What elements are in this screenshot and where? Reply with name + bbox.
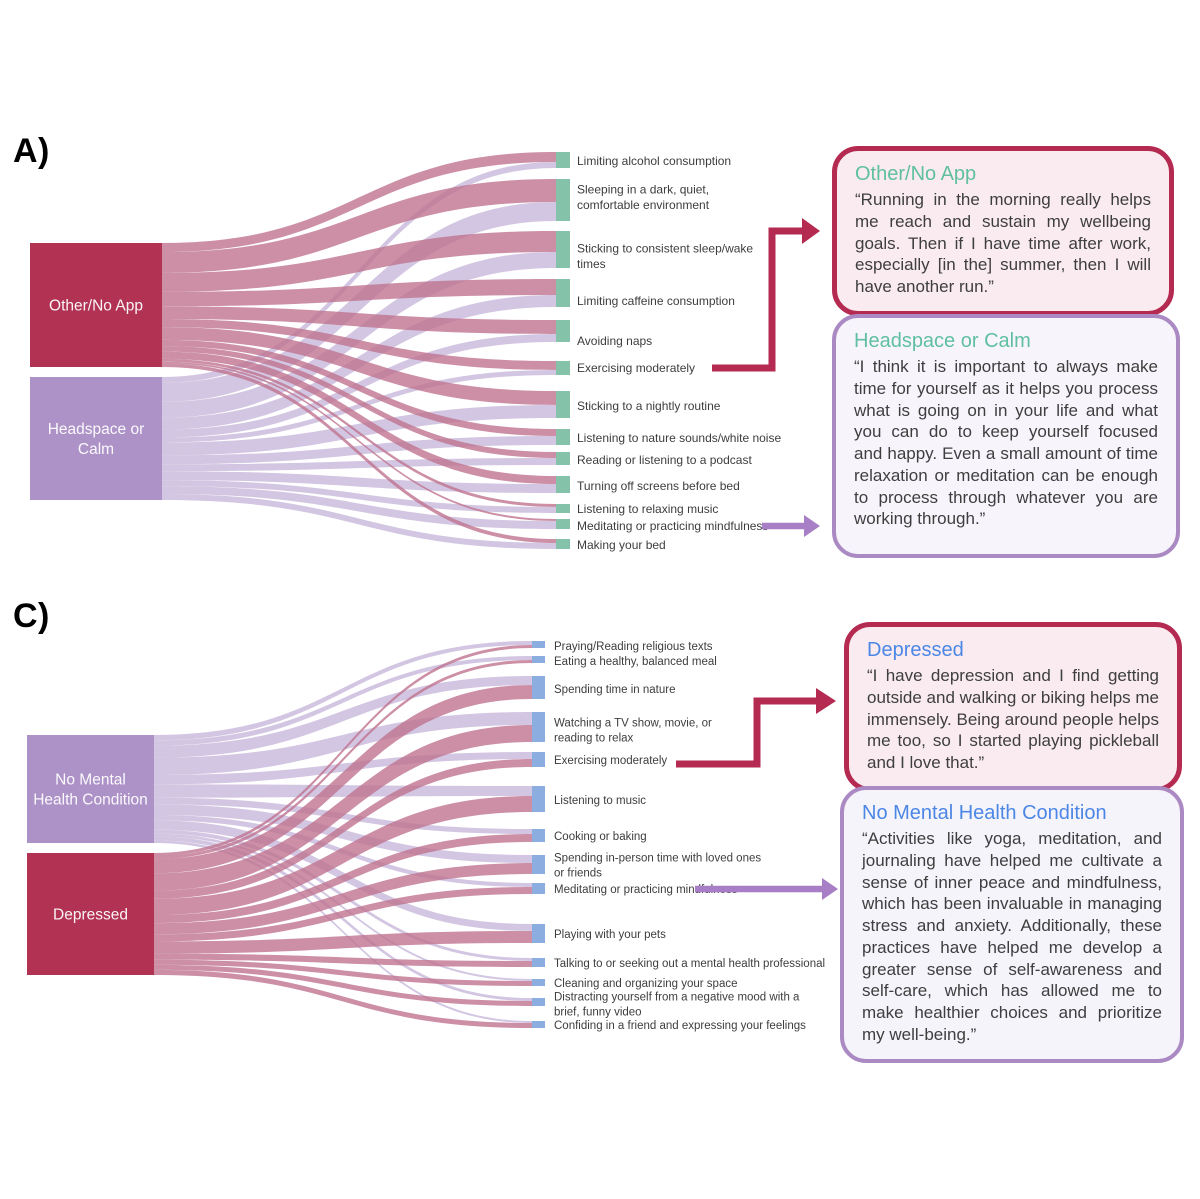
sankey-target-node	[532, 998, 545, 1006]
sankey-target-label: Listening to nature sounds/white noise	[577, 431, 782, 446]
sankey-target-label: Reading or listening to a podcast	[577, 453, 752, 468]
sankey-target-label: Listening to relaxing music	[577, 502, 719, 517]
sankey-target-node	[532, 786, 545, 812]
sankey-target-label: Spending in-person time with loved ones or friends	[554, 852, 762, 880]
quote-box-title: Other/No App	[855, 163, 977, 185]
sankey-target-node	[532, 924, 545, 943]
quote-box-text: “Running in the morning really helps me reach and sustain my wellbeing goals. Then if I have time after work, especially [in the] summer, then I will have another run.”	[855, 190, 1151, 296]
sankey-target-label: Meditating or practicing mindfulness	[554, 884, 738, 897]
sankey-source-label: No Mental Health Condition	[33, 771, 148, 809]
panel-label-c: C)	[13, 597, 50, 635]
sankey-target-label: Sticking to consistent sleep/wake times	[577, 241, 754, 271]
sankey-target-label: Turning off screens before bed	[577, 479, 740, 494]
sankey-target-label: Exercising moderately	[554, 755, 668, 768]
sankey-target-node	[532, 676, 545, 699]
sankey-target-label: Limiting caffeine consumption	[577, 294, 735, 309]
sankey-target-node	[556, 279, 570, 307]
sankey-flow	[154, 784, 532, 797]
sankey-target-node	[556, 476, 570, 493]
quote-box-title: No Mental Health Condition	[862, 802, 1107, 824]
sankey-source-label: Headspace or Calm	[47, 420, 145, 458]
sankey-target-label: Limiting alcohol consumption	[577, 154, 732, 169]
sankey-target-node	[532, 958, 545, 967]
arrow-exercising-a-head	[802, 218, 820, 244]
sankey-target-node	[556, 179, 570, 221]
quote-box-other-no-app	[832, 146, 1174, 316]
quote-box-depressed	[844, 622, 1182, 792]
arrow-meditating-a-head	[804, 515, 820, 537]
panel-label-a: A)	[13, 132, 50, 170]
sankey-target-node	[556, 519, 570, 529]
quote-box-title: Headspace or Calm	[854, 330, 1031, 352]
sankey-target-node	[556, 231, 570, 268]
quote-box-no-mental-health-condition	[840, 786, 1184, 1063]
sankey-target-label: Exercising moderately	[577, 361, 696, 376]
sankey-target-node	[532, 641, 545, 648]
sankey-target-label: Talking to or seeking out a mental health professional	[554, 958, 826, 971]
sankey-target-node	[556, 361, 570, 375]
quote-box-headspace-or-calm	[832, 314, 1180, 558]
sankey-target-node	[532, 1021, 545, 1028]
sankey-target-label: Cooking or baking	[554, 831, 647, 844]
sankey-target-node	[556, 452, 570, 465]
arrow-exercising-c	[676, 701, 818, 764]
sankey-target-label: Playing with your pets	[554, 929, 666, 942]
sankey-flow	[154, 970, 532, 1028]
sankey-target-label: Cleaning and organizing your space	[554, 978, 738, 991]
sankey-target-node	[556, 320, 570, 342]
sankey-target-label: Distracting yourself from a negative mood with a brief, funny video	[554, 991, 800, 1019]
sankey-target-label: Eating a healthy, balanced meal	[554, 656, 717, 669]
sankey-source-node	[27, 735, 154, 843]
sankey-target-node	[532, 979, 545, 986]
sankey-target-label: Meditating or practicing mindfulness	[577, 519, 769, 534]
sankey-target-node	[532, 712, 545, 742]
sankey-target-label: Watching a TV show, movie, or reading to relax	[554, 717, 712, 745]
sankey-target-node	[532, 656, 545, 663]
quote-box-text: “Activities like yoga, meditation, and journaling have helped me cultivate a sense of inner peace and mindfulness, which has been invaluable in managing stress and anxiety. Additionally, these practices have helped me develop a greater sense of self-awareness and self-care, which has allowed me to make healthier choices and prioritize my well-being.”	[862, 829, 1162, 1044]
sankey-target-node	[556, 391, 570, 418]
sankey-target-node	[556, 504, 570, 513]
sankey-target-node	[532, 752, 545, 767]
sankey-source-label: Other/No App	[49, 297, 143, 315]
arrow-meditating-c-head	[822, 878, 838, 900]
sankey-target-label: Sleeping in a dark, quiet, comfortable environment	[577, 182, 710, 212]
sankey-target-label: Praying/Reading religious texts	[554, 641, 713, 654]
sankey-target-label: Spending time in nature	[554, 684, 676, 697]
sankey-source-node	[30, 377, 162, 500]
sankey-source-label: Depressed	[53, 906, 128, 924]
quote-box-text: “I think it is important to always make time for yourself as it helps you process what is going on in your life and what you can do to keep yourself focused and happy. Even a small amount of time relaxation or meditation can be enough to process through whatever you are working through.”	[854, 357, 1158, 529]
sankey-target-node	[532, 855, 545, 874]
sankey-target-label: Listening to music	[554, 795, 647, 808]
sankey-target-label: Making your bed	[577, 538, 666, 553]
sankey-target-node	[556, 429, 570, 445]
sankey-target-node	[556, 152, 570, 168]
sankey-target-node	[532, 883, 545, 894]
quote-box-text: “I have depression and I find getting outside and walking or biking helps me immensely. Being around people helps me too, so I started playing pickleball and I love that.”	[867, 666, 1160, 772]
quote-box-title: Depressed	[867, 639, 964, 661]
sankey-target-node	[556, 539, 570, 549]
sankey-target-node	[532, 829, 545, 842]
arrow-exercising-c-head	[816, 688, 836, 714]
sankey-target-label: Sticking to a nightly routine	[577, 399, 721, 414]
sankey-target-label: Avoiding naps	[577, 334, 653, 349]
sankey-target-label: Confiding in a friend and expressing your feelings	[554, 1020, 806, 1033]
